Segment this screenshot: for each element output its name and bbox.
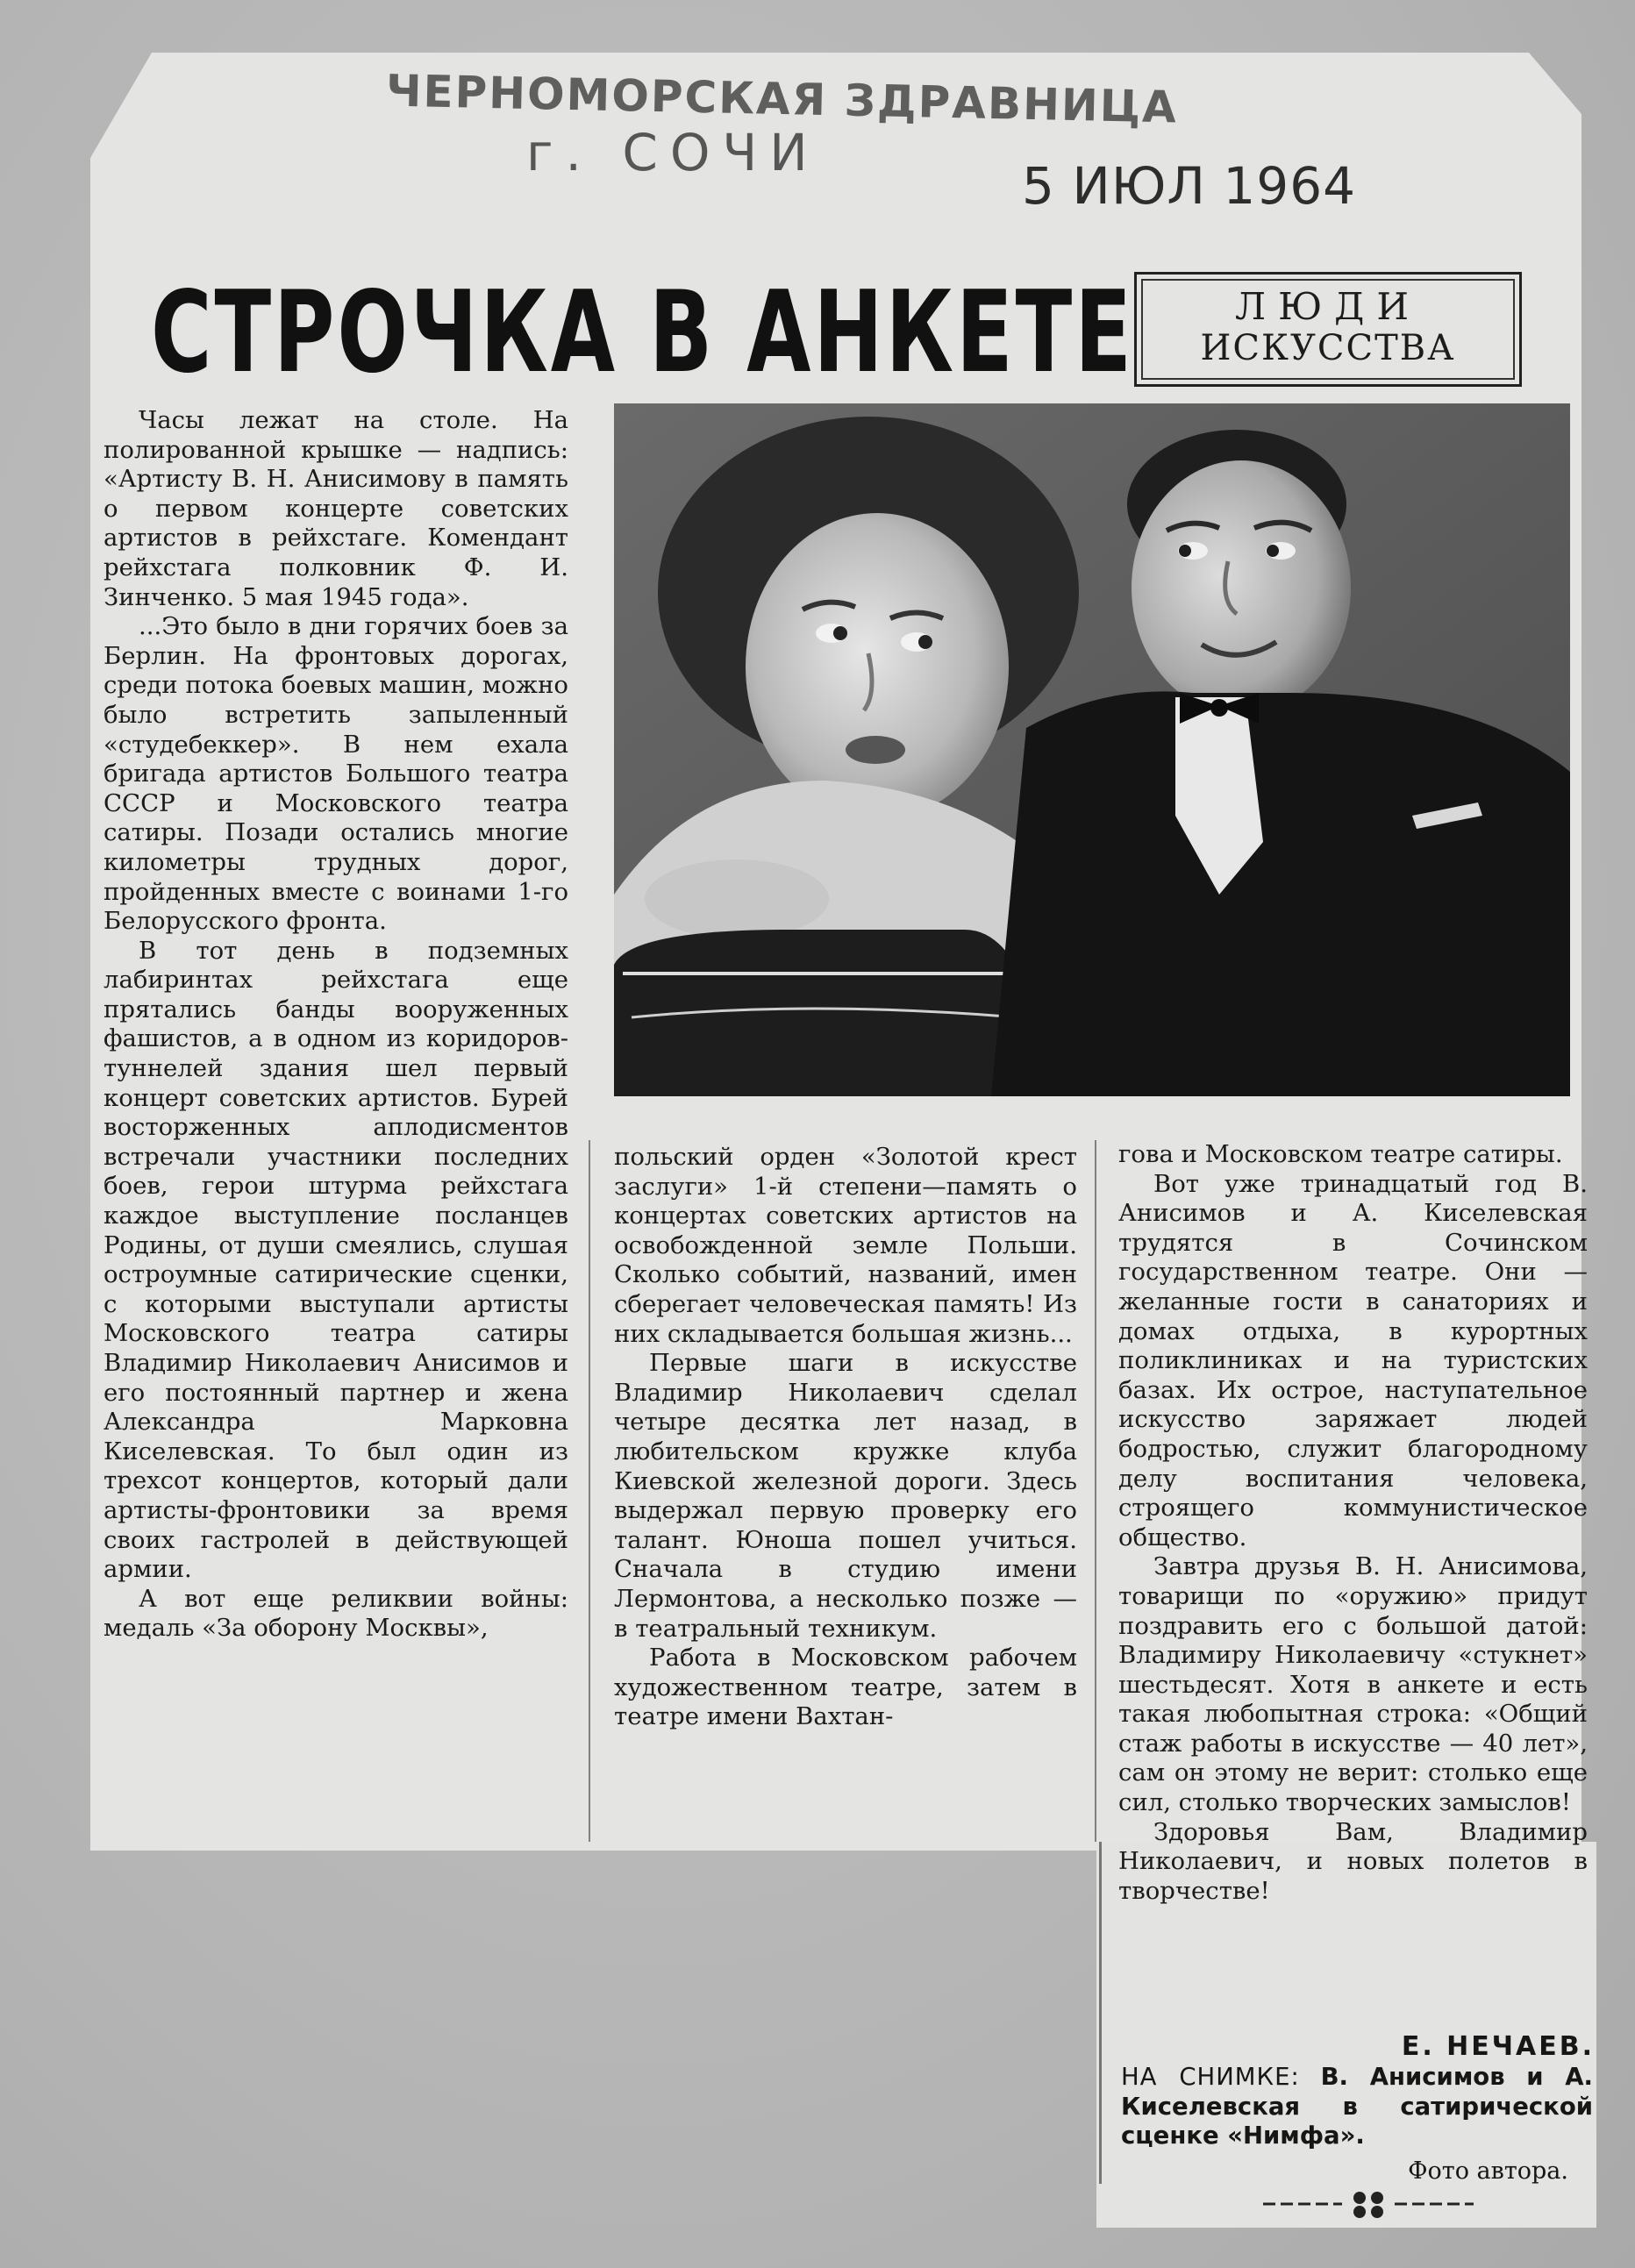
column-divider	[1095, 1140, 1096, 1842]
paragraph: Первые шаги в искусстве Владимир Николаевич сделал четыре десятка лет назад, в любительском кружке клуба Киевской железной дороги. Здесь выдержал первую проверку его талант. Юноша пошел учиться. Сначала в студию имени Лермонтова, а несколько позже — в театральный техникум.	[614, 1349, 1077, 1643]
article-column-3	[1118, 1140, 1588, 1906]
paragraph: В тот день в подземных лабиринтах рейхстага еще прятались банды вооруженных фашистов, а в одном из коридоров-туннелей здания шел первый концерт советских артистов. Бурей восторженных аплодисментов встречали участники последних боев, герои штурма рейхстага каждое выступление посланцев Родины, от души смеялись, слушая остроумные сатирические сценки, с которыми выступали артисты Московского театра сатиры Владимир Николаевич Анисимов и его постоянный партнер и жена Александра Марковна Киселевская. То был один из трехсот концертов, который дали артисты-фронтовики за время своих гастролей в действующей армии.	[104, 936, 568, 1584]
rubric-box	[1134, 272, 1522, 387]
paragraph: А вот еще реликвии войны: медаль «За оборону Москвы»,	[104, 1584, 568, 1643]
rubric-line-2: ИСКУССТВА	[1200, 328, 1456, 368]
rubric-line-1: ЛЮДИ	[1235, 285, 1421, 328]
clipping-edge	[1099, 1842, 1102, 2184]
city-stamp: г. СОЧИ	[526, 123, 820, 182]
paragraph: Часы лежат на столе. На полированной крышке — надпись: «Артисту В. Н. Анисимову в память о первом концерте советских артистов в рейхстаге. Комендант рейхстага полковник Ф. И. Зинченко. 5 мая 1945 года».	[104, 406, 568, 611]
paragraph: ...Это было в дни горячих боев за Берлин. На фронтовых дорогах, среди потока боевых машин, можно было встретить запыленный «студебеккер». В нем ехала бригада артистов Большого театра СССР и Московского театра сатиры. Позади остались многие километры трудных дорог, пройденных вместе с воинами 1-го Белорусского фронта.	[104, 612, 568, 936]
paragraph: польский орден «Золотой крест заслуги» 1-й степени—память о концертах советских артистов на освобожденной земле Польши. Сколько событий, названий, имен сберегает человеческая память! Из них складывается большая жизнь...	[614, 1143, 1077, 1348]
photo-credit: Фото автора.	[1408, 2157, 1568, 2185]
photo-image	[614, 403, 1570, 1096]
paragraph: гова и Московском театре сатиры.	[1118, 1140, 1563, 1168]
caption-lead: НА СНИМКЕ:	[1121, 2063, 1300, 2091]
paragraph: Работа в Московском рабочем художественном театре, затем в театре имени Вахтан-	[614, 1644, 1077, 1731]
article-column-2	[614, 1143, 1077, 1732]
article-photo	[614, 403, 1570, 1096]
ornament-divider-icon	[1263, 2182, 1474, 2226]
article-column-1	[104, 406, 568, 1644]
photo-caption	[1121, 2063, 1593, 2151]
headline: СТРОЧКА В АНКЕТЕ	[151, 267, 1134, 398]
paragraph: Вот уже тринадцатый год В. Анисимов и А. Киселевская трудятся в Сочинском государственном театре. Они — желанные гости в санаториях и домах отдыха, в курортных поликлиниках и на туристских базах. Их острое, наступательное искусство заряжает людей бодростью, служит благородному делу воспитания человека, строящего коммунистическое общество.	[1118, 1169, 1588, 1551]
date-stamp: 5 ИЮЛ 1964	[1022, 156, 1356, 216]
author-signature: Е. НЕЧАЕВ.	[1401, 2031, 1595, 2062]
caption-text: В. Анисимов и А. Киселевская в сатирической сценке «Нимфа».	[1121, 2063, 1594, 2150]
column-divider	[589, 1140, 590, 1842]
paragraph: Завтра друзья В. Н. Анисимова, товарищи по «оружию» придут поздравить его с большой датой: Владимиру Николаевичу «стукнет» шестьдесят. Хотя в анкете и есть такая любопытная строка: «Общий стаж работы в искусстве — 40 лет», сам он этому не верит: столько еще сил, столько творческих замыслов!	[1118, 1552, 1588, 1817]
paragraph: Здоровья Вам, Владимир Николаевич, и новых полетов в творчестве!	[1118, 1817, 1588, 1905]
newspaper-stamp: ЧЕРНОМОРСКАЯ ЗДРАВНИЦА	[385, 65, 1179, 133]
